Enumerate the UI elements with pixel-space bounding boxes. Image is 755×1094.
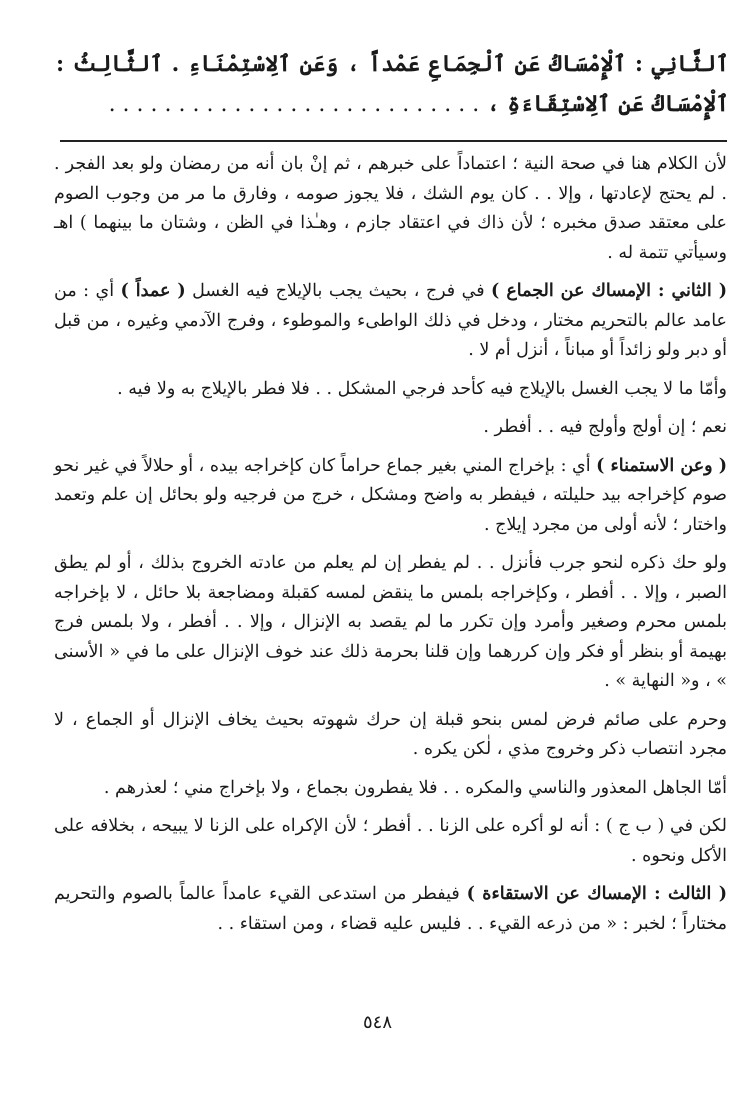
commentary-block: [54, 150, 727, 948]
commentary-paragraph-6: ولو حك ذكره لنحو جرب فأنزل . . لم يفطر إن لم يعلم من عادته الخروج بذلك ، أو لم يطق الصبر ، وإلا . . أفطر ، وكإخراجه بلمس ما ينقض لمسه كقبلة ومضاجعة بلا حائل ، لا بإخراجه بلمس محرم وصغير وأمرد وإن تكرر ما لم يقصد به الإنزال ، وإلا . . أفطر ، ولا بلمس فرج بهيمة أو بنظر أو فكر وإن كررهما وإن قلنا بحرمة ذلك عند خوف الإنزال على ما في « الأسنى » ، و« النهاية » .: [54, 553, 727, 691]
separator-line: [60, 140, 727, 142]
commentary-paragraph-2: [54, 277, 727, 366]
paragraph-5-text: أي : بإخراج المني بغير جماع حراماً كان كإخراجه بيده ، أو حلالاً في غير نحو صوم كإخراجه بيد حليلته ، فيفطر به واضح ومشكل ، خرج من فرجيه ولو بحائل إن علم وتعمد واختار ؛ لأنه أولى من مجرد إيلاج .: [54, 455, 727, 535]
commentary-paragraph-1: لأن الكلام هنا في صحة النية ؛ اعتماداً على خبرهم ، ثم إنْ بان أنه من رمضان ولو بعد الفجر . . لم يحتج لإعادتها ، وإلا . . كان يوم الشك ، فلا يجوز صومه ، وفارق ما مر من وجوب الصوم على معتقد صدق مخبره ؛ لأن ذاك في اعتقاد جازم ، وهـٰذا في الظن ، وشتان ما بينهما ) اهـ وسيأتي تتمة له .: [54, 154, 727, 263]
matn-dots: . . . . . . . . . . . . . . . . . . . . . . . . . . .: [108, 92, 480, 117]
heading-third-condition: ( الثالث : الإمساك عن الاستقاءة ): [466, 884, 727, 904]
paragraph-10-text: فيفطر من استدعى القيء عامداً عالماً بالصوم والتحريم مختاراً ؛ لخبر : « من ذرعه القيء . . فليس عليه قضاء ، ومن استقاء . .: [54, 884, 727, 934]
paragraph-2-text-a: في فرج ، بحيث يجب بالإيلاج فيه الغسل: [185, 281, 492, 301]
heading-second-condition: ( الثاني : الإمساك عن الجماع ): [491, 281, 727, 301]
matn-text-block: [56, 44, 729, 125]
commentary-paragraph-9: لكن في ( ب ج ) : أنه لو أكره على الزنا . . أفطر ؛ لأن الإكراه على الزنا لا يبيحه ، بخلافه على الأكل ونحوه .: [54, 816, 727, 866]
matn-text: ٱلثَّانِي : ٱلْإِمْسَاكُ عَنِ ٱلْجِمَاعِ عَمْداً ، وَعَنِ ٱلِاسْتِمْنَاءِ . ٱلثَّالِثُ : ٱلْإِمْسَاكُ عَنِ ٱلِاسْتِقَاءَةِ ،: [56, 51, 729, 117]
commentary-paragraph-4: نعم ؛ إن أولج وأولج فيه . . أفطر .: [483, 417, 727, 437]
commentary-paragraph-8: أمّا الجاهل المعذور والناسي والمكره . . فلا يفطرون بجماع ، ولا بإخراج مني ؛ لعذرهم .: [103, 777, 727, 798]
heading-amdan: ( عمداً ): [120, 281, 186, 301]
paragraph-2-text-b: أي : من عامد عالم بالتحريم مختار ، ودخل في ذلك الواطىء والموطوء ، وفرج الآدمي وغيره ، من قبل أو دبر ولو زائداً أو مباناً ، أنزل أم لا .: [54, 281, 727, 360]
commentary-paragraph-5: [54, 452, 727, 541]
commentary-paragraph-10: [54, 880, 727, 939]
page-number: ٥٤٨: [362, 1012, 392, 1033]
commentary-paragraph-3: وأمّا ما لا يجب الغسل بالإيلاج فيه كأحد فرجي المشكل . . فلا فطر بالإيلاج به ولا فيه .: [117, 378, 727, 399]
heading-istimna: ( وعن الاستمناء ): [596, 455, 727, 476]
commentary-paragraph-7: وحرم على صائم فرض لمس بنحو قبلة إن حرك شهوته بحيث يخاف الإنزال أو الجماع ، لا مجرد انتصاب ذكر وخروج مذي ، لٰكن يكره .: [54, 709, 727, 759]
